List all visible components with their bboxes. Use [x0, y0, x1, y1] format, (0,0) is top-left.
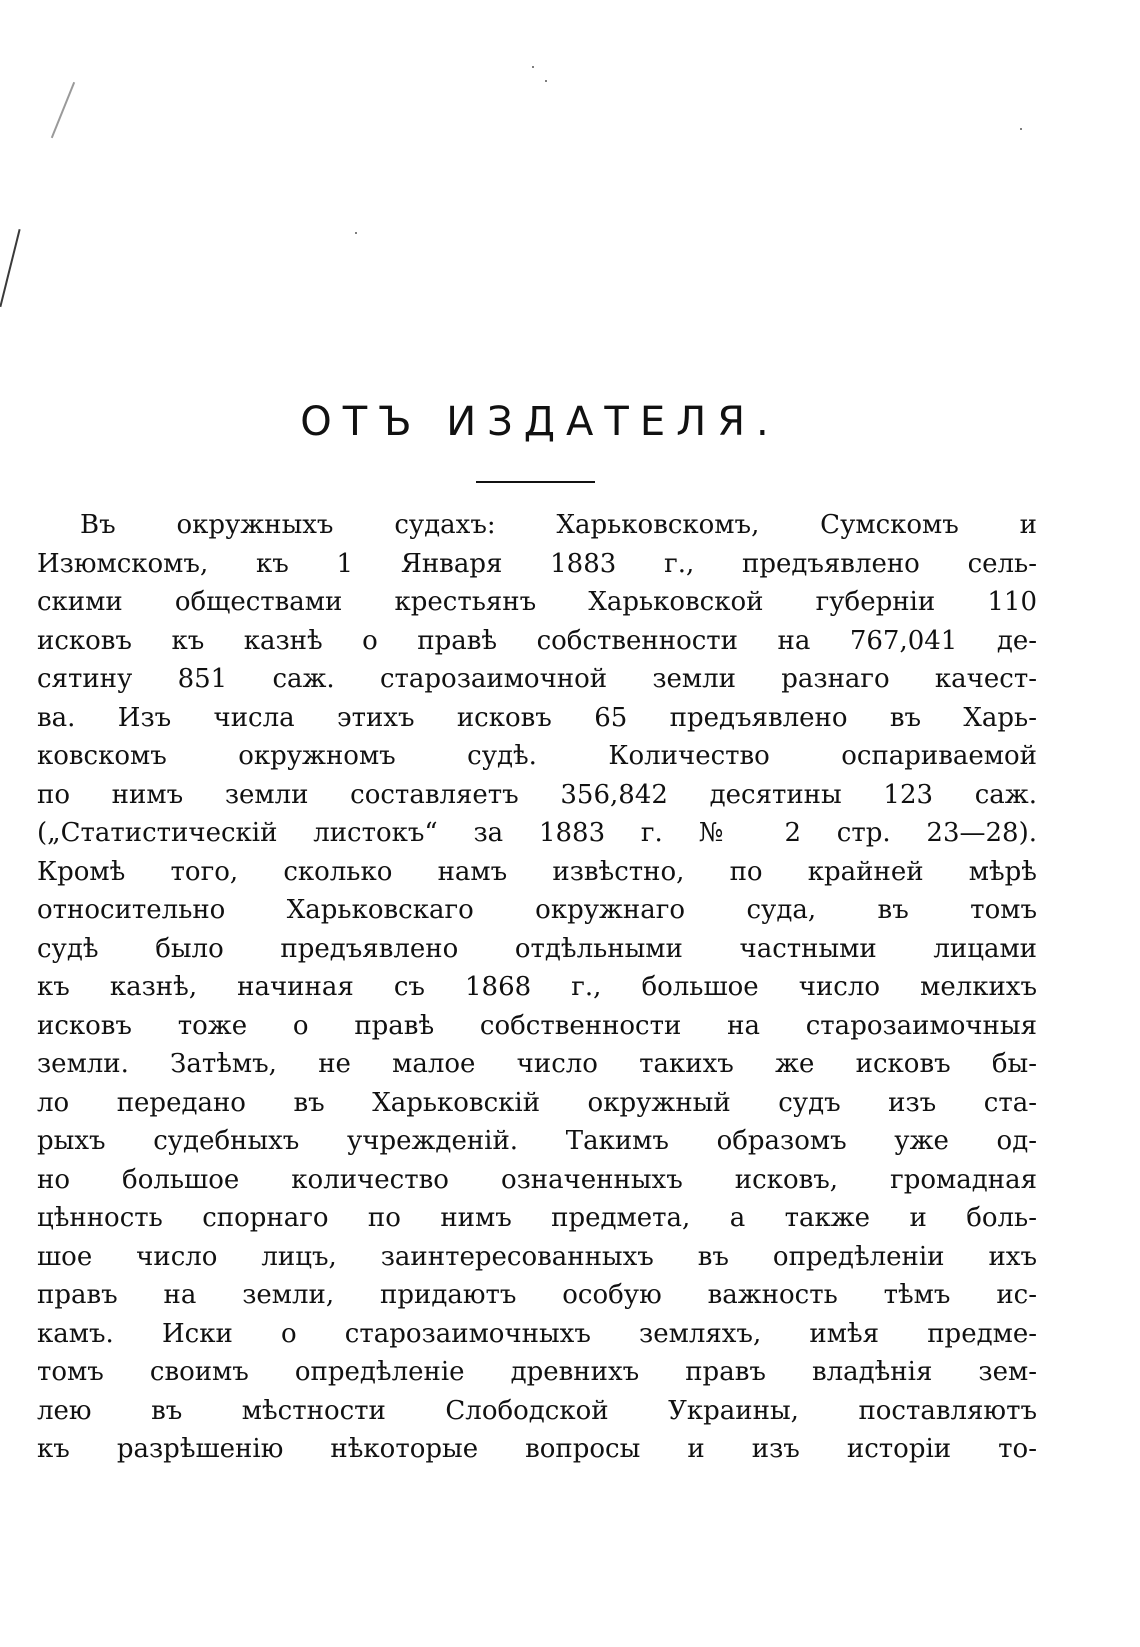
text-line: рыхъ судебныхъ учрежденій. Такимъ образомъ уже од-: [37, 1126, 1037, 1156]
scan-speck: [1020, 128, 1022, 130]
text-line: лею въ мѣстности Слободской Украины, поставляютъ: [37, 1395, 1037, 1426]
text-line: по нимъ земли составляетъ 356,842 десятины 123 саж.: [37, 779, 1037, 810]
text-line: ва. Изъ числа этихъ исковъ 65 предъявлено въ Харь-: [37, 702, 1037, 733]
body-text: [37, 506, 1037, 1469]
text-line: ковскомъ окружномъ судѣ. Количество оспариваемой: [37, 741, 1037, 771]
scan-speck: [532, 66, 534, 68]
scan-mark: [51, 82, 75, 138]
text-line: („Статистическій листокъ“ за 1883 г. № 2 стр. 23—28).: [37, 818, 1037, 848]
text-line: цѣнность спорнаго по нимъ предмета, а также и боль-: [37, 1203, 1037, 1233]
text-line: шое число лицъ, заинтересованныхъ въ опредѣленіи ихъ: [37, 1241, 1037, 1272]
text-line: Кромѣ того, сколько намъ извѣстно, по крайней мѣрѣ: [37, 856, 1037, 887]
text-line: исковъ къ казнѣ о правѣ собственности на 767,041 де-: [37, 625, 1037, 656]
text-line: томъ своимъ опредѣленіе древнихъ правъ владѣнія зем-: [37, 1357, 1037, 1387]
text-line: исковъ тоже о правѣ собственности на старозаимочныя: [37, 1010, 1037, 1041]
text-line: относительно Харьковскаго окружнаго суда, въ томъ: [37, 895, 1037, 925]
text-line: Въ окружныхъ судахъ: Харьковскомъ, Сумскомъ и: [80, 510, 1037, 540]
text-line: камъ. Иски о старозаимочныхъ земляхъ, имѣя предме-: [37, 1318, 1037, 1349]
text-line: сятину 851 саж. старозаимочной земли разнаго качест-: [37, 664, 1037, 694]
text-line: къ разрѣшенію нѣкоторые вопросы и изъ исторіи то-: [37, 1434, 1037, 1464]
text-line: но большое количество означенныхъ исковъ, громадная: [37, 1164, 1037, 1195]
text-line: земли. Затѣмъ, не малое число такихъ же исковъ бы-: [37, 1049, 1037, 1079]
text-line: къ казнѣ, начиная съ 1868 г., большое число мелкихъ: [37, 972, 1037, 1002]
scan-speck: [545, 80, 547, 82]
heading-rule: [476, 481, 595, 483]
text-line: судѣ было предъявлено отдѣльными частными лицами: [37, 933, 1037, 964]
page-heading: ОТЪ ИЗДАТЕЛЯ.: [300, 399, 780, 445]
text-line: скими обществами крестьянъ Харьковской губерніи 110: [37, 587, 1037, 617]
scan-mark: [0, 229, 20, 307]
text-line: ло передано въ Харьковскій окружный судъ изъ ста-: [37, 1087, 1037, 1118]
text-line: Изюмскомъ, къ 1 Января 1883 г., предъявлено сель-: [37, 548, 1037, 579]
scan-speck: [355, 232, 357, 234]
text-line: правъ на земли, придаютъ особую важность тѣмъ ис-: [37, 1280, 1037, 1310]
